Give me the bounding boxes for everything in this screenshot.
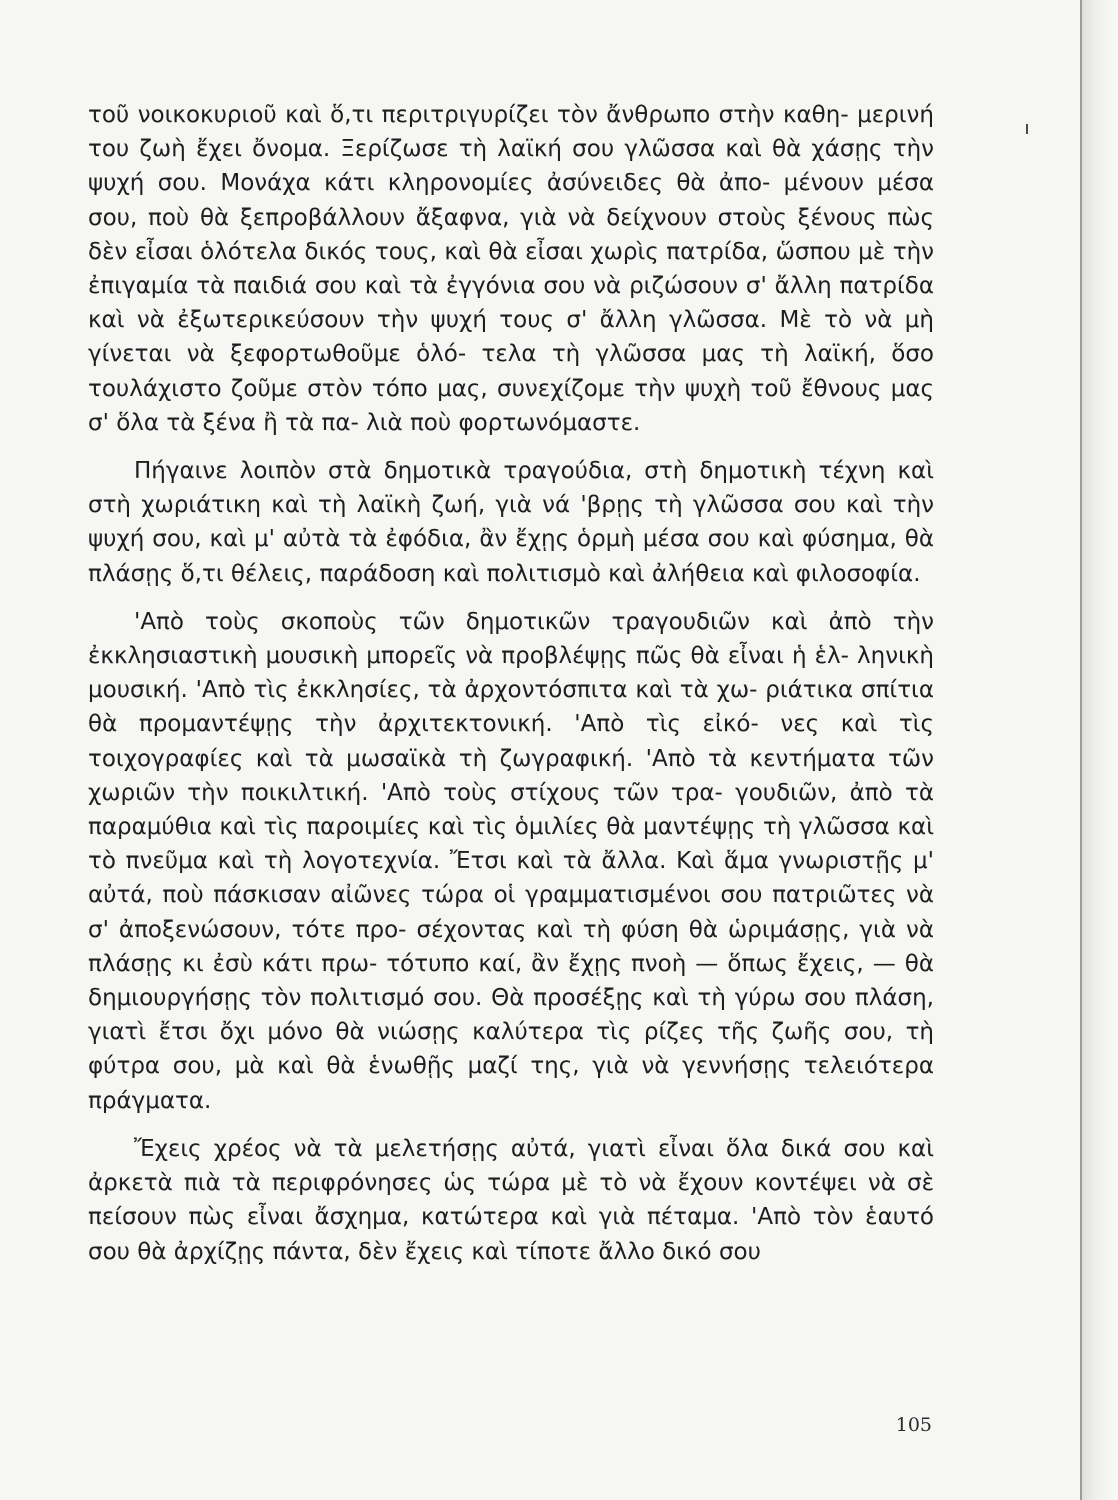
margin-mark (1026, 124, 1028, 134)
paragraph-1: τοῦ νοικοκυριοῦ καὶ ὅ,τι περιτριγυρίζει τὸν ἄνθρωπο στὴν καθη- μερινή του ζωὴ ἔχει ὄνομα. Ξερίζωσε τὴ λαϊκή σου γλῶσσα καὶ θὰ χάσῃς τὴν ψυχή σου. Μονάχα κάτι κληρονομίες ἀσύνειδες θὰ ἀπο- μένουν μέσα σου, ποὺ θὰ ξεπροβάλλουν ἄξαφνα, γιὰ νὰ δείχνουν στοὺς ξένους πὼς δὲν εἶσαι ὁλότελα δικός τους, καὶ θὰ εἶσαι χωρὶς πατρίδα, ὥσπου μὲ τὴν ἐπιγαμία τὰ παιδιά σου καὶ τὰ ἐγγόνια σου νὰ ριζώσουν σ' ἄλλη πατρίδα καὶ νὰ ἐξωτερικεύσουν τὴν ψυχή τους σ' ἄλλη γλῶσσα. Μὲ τὸ νὰ μὴ γίνεται νὰ ξεφορτωθοῦμε ὁλό- τελα τὴ γλῶσσα μας τὴ λαϊκή, ὅσο τουλάχιστο ζοῦμε στὸν τόπο μας, συνεχίζομε τὴν ψυχὴ τοῦ ἔθνους μας σ' ὅλα τὰ ξένα ἢ τὰ πα- λιὰ ποὺ φορτωνόμαστε. (88, 102, 934, 436)
paragraph-4: Ἔχεις χρέος νὰ τὰ μελετήσῃς αὐτά, γιατὶ εἶναι ὅλα δικά σου καὶ ἀρκετὰ πιὰ τὰ περιφρόνησες ὡς τώρα μὲ τὸ νὰ ἔχουν κοντέψει νὰ σὲ πείσουν πὼς εἶναι ἄσχημα, κατώτερα καὶ γιὰ πέταμα. 'Απὸ τὸν ἑαυτό σου θὰ ἀρχίζῃς πάντα, δὲν ἔχεις καὶ τίποτε ἄλλο δικό σου (88, 1135, 934, 1265)
paragraph-3: 'Απὸ τοὺς σκοποὺς τῶν δημοτικῶν τραγουδιῶν καὶ ἀπὸ τὴν ἐκκλησιαστικὴ μουσικὴ μπορεῖς νὰ προβλέψῃς πῶς θὰ εἶναι ἡ ἑλ- ληνικὴ μουσική. 'Απὸ τὶς ἐκκλησίες, τὰ ἀρχοντόσπιτα καὶ τὰ χω- ριάτικα σπίτια θὰ προμαντέψῃς τὴν ἀρχιτεκτονική. 'Απὸ τὶς εἰκό- νες καὶ τὶς τοιχογραφίες καὶ τὰ μωσαϊκὰ τὴ ζωγραφική. 'Απὸ τὰ κεντήματα τῶν χωριῶν τὴν ποικιλτική. 'Απὸ τοὺς στίχους τῶν τρα- γουδιῶν, ἀπὸ τὰ παραμύθια καὶ τὶς παροιμίες καὶ τὶς ὁμιλίες θὰ μαντέψῃς τὴ γλῶσσα καὶ τὸ πνεῦμα καὶ τὴ λογοτεχνία. Ἔτσι καὶ τὰ ἄλλα. Καὶ ἅμα γνωριστῇς μ' αὐτά, ποὺ πάσκισαν αἰῶνες τώρα οἱ γραμματισμένοι σου πατριῶτες νὰ σ' ἀποξενώσουν, τότε προ- σέχοντας καὶ τὴ φύση θὰ ὡριμάσῃς, γιὰ νὰ πλάσῃς κι ἐσὺ κάτι πρω- τότυπο καί, ἂν ἔχῃς πνοὴ — ὅπως ἔχεις, — θὰ δημιουργήσῃς τὸν πολιτισμό σου. Θὰ προσέξῃς καὶ τὴ γύρω σου πλάση, γιατὶ ἔτσι ὄχι μόνο θὰ νιώσῃς καλύτερα τὶς ρίζες τῆς ζωῆς σου, τὴ φύτρα σου, μὰ καὶ θὰ ἑνωθῇς μαζί της, γιὰ νὰ γεννήσῃς τελειότερα πράγματα. (88, 608, 934, 1114)
page-edge (1080, 0, 1118, 1500)
page-number: 105 (895, 1414, 932, 1436)
paragraph-2: Πήγαινε λοιπὸν στὰ δημοτικὰ τραγούδια, στὴ δημοτικὴ τέχνη καὶ στὴ χωριάτικη καὶ τὴ λαϊκὴ ζωή, γιὰ νά 'βρῃς τὴ γλῶσσα σου καὶ τὴν ψυχή σου, καὶ μ' αὐτὰ τὰ ἐφόδια, ἂν ἔχῃς ὁρμὴ μέσα σου καὶ φύσημα, θὰ πλάσῃς ὅ,τι θέλεις, παράδοση καὶ πολιτισμὸ καὶ ἀλήθεια καὶ φιλοσοφία. (88, 458, 934, 587)
body-text (88, 98, 934, 1269)
